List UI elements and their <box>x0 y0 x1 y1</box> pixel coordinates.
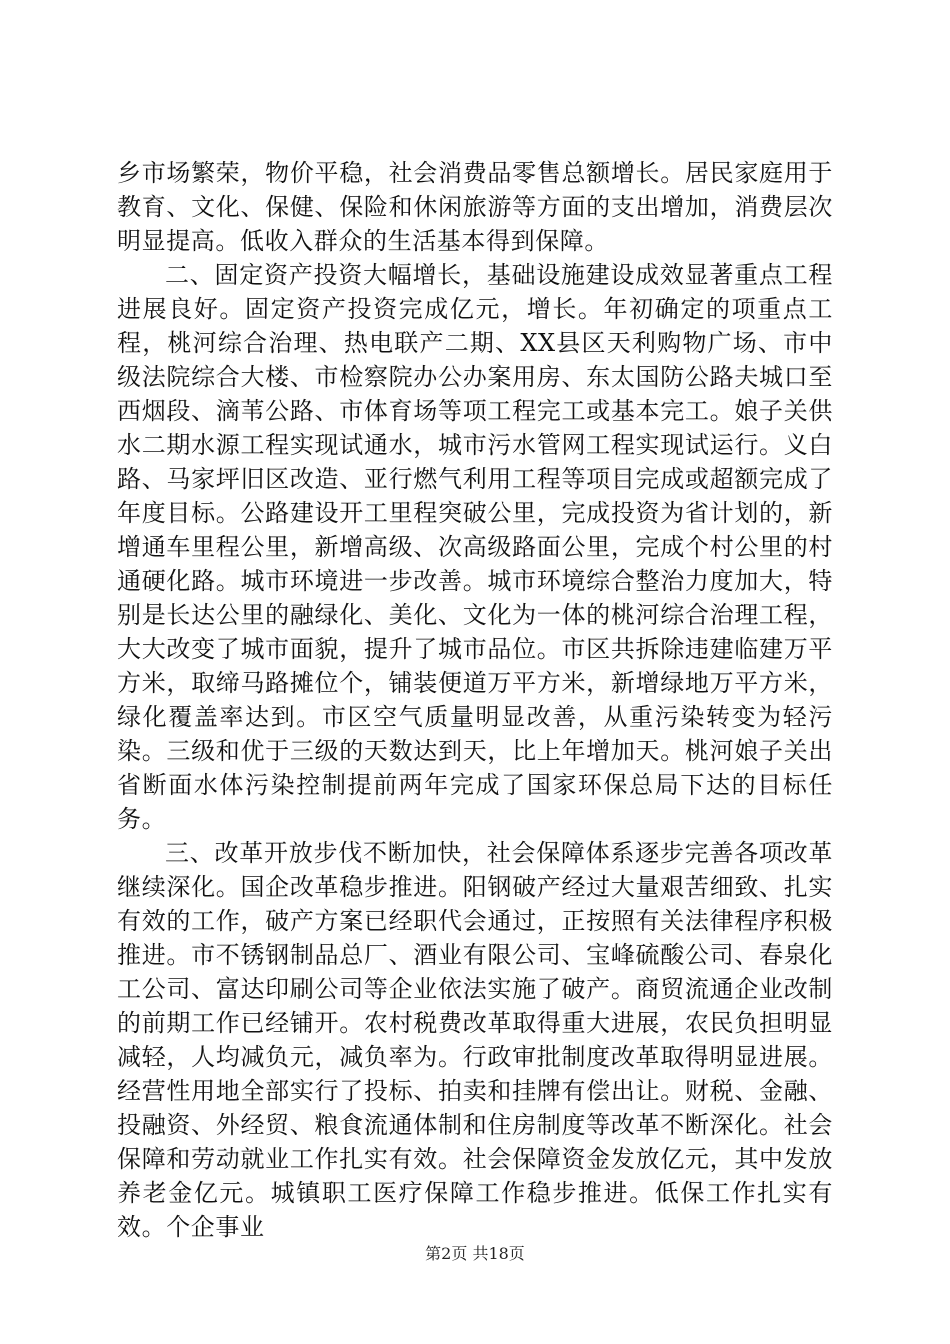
paragraph-1: 乡市场繁荣，物价平稳，社会消费品零售总额增长。居民家庭用于教育、文化、保健、保险和休闲旅游等方面的支出增加，消费层次明显提高。低收入群众的生活基本得到保障。 <box>117 159 833 255</box>
paragraph-3: 三、改革开放步伐不断加快，社会保障体系逐步完善各项改革继续深化。国企改革稳步推进。阳钢破产经过大量艰苦细致、扎实有效的工作，破产方案已经职代会通过，正按照有关法律程序积极推进。市不锈钢制品总厂、酒业有限公司、宝峰硫酸公司、春泉化工公司、富达印刷公司等企业依法实施了破产。商贸流通企业改制的前期工作已经铺开。农村税费改革取得重大进展，农民负担明显减轻，人均减负元，减负率为。行政审批制度改革取得明显进展。经营性用地全部实行了投标、拍卖和挂牌有偿出让。财税、金融、投融资、外经贸、粮食流通体制和住房制度等改革不断深化。社会保障和劳动就业工作扎实有效。社会保障资金发放亿元，其中发放养老金亿元。城镇职工医疗保障工作稳步推进。低保工作扎实有效。个企事业 <box>117 839 833 1241</box>
document-body <box>117 156 833 1244</box>
paragraph-2: 二、固定资产投资大幅增长，基础设施建设成效显著重点工程进展良好。固定资产投资完成亿元，增长。年初确定的项重点工程，桃河综合治理、热电联产二期、XX县区天利购物广场、市中级法院综合大楼、市检察院办公办案用房、东太国防公路夫城口至西烟段、滴苇公路、市体育场等项工程完工或基本完工。娘子关供水二期水源工程实现试通水，城市污水管网工程实现试运行。义白路、马家坪旧区改造、亚行燃气利用工程等项目完成或超额完成了年度目标。公路建设开工里程突破公里，完成投资为省计划的，新增通车里程公里，新增高级、次高级路面公里，完成个村公里的村通硬化路。城市环境进一步改善。城市环境综合整治力度加大，特别是长达公里的融绿化、美化、文化为一体的桃河综合治理工程，大大改变了城市面貌，提升了城市品位。市区共拆除违建临建万平方米，取缔马路摊位个，铺装便道万平方米，新增绿地万平方米，绿化覆盖率达到。市区空气质量明显改善，从重污染转变为轻污染。三级和优于三级的天数达到天，比上年增加天。桃河娘子关出省断面水体污染控制提前两年完成了国家环保总局下达的目标任务。 <box>117 261 833 833</box>
page-number-footer: 第2页 共18页 <box>425 1244 525 1263</box>
